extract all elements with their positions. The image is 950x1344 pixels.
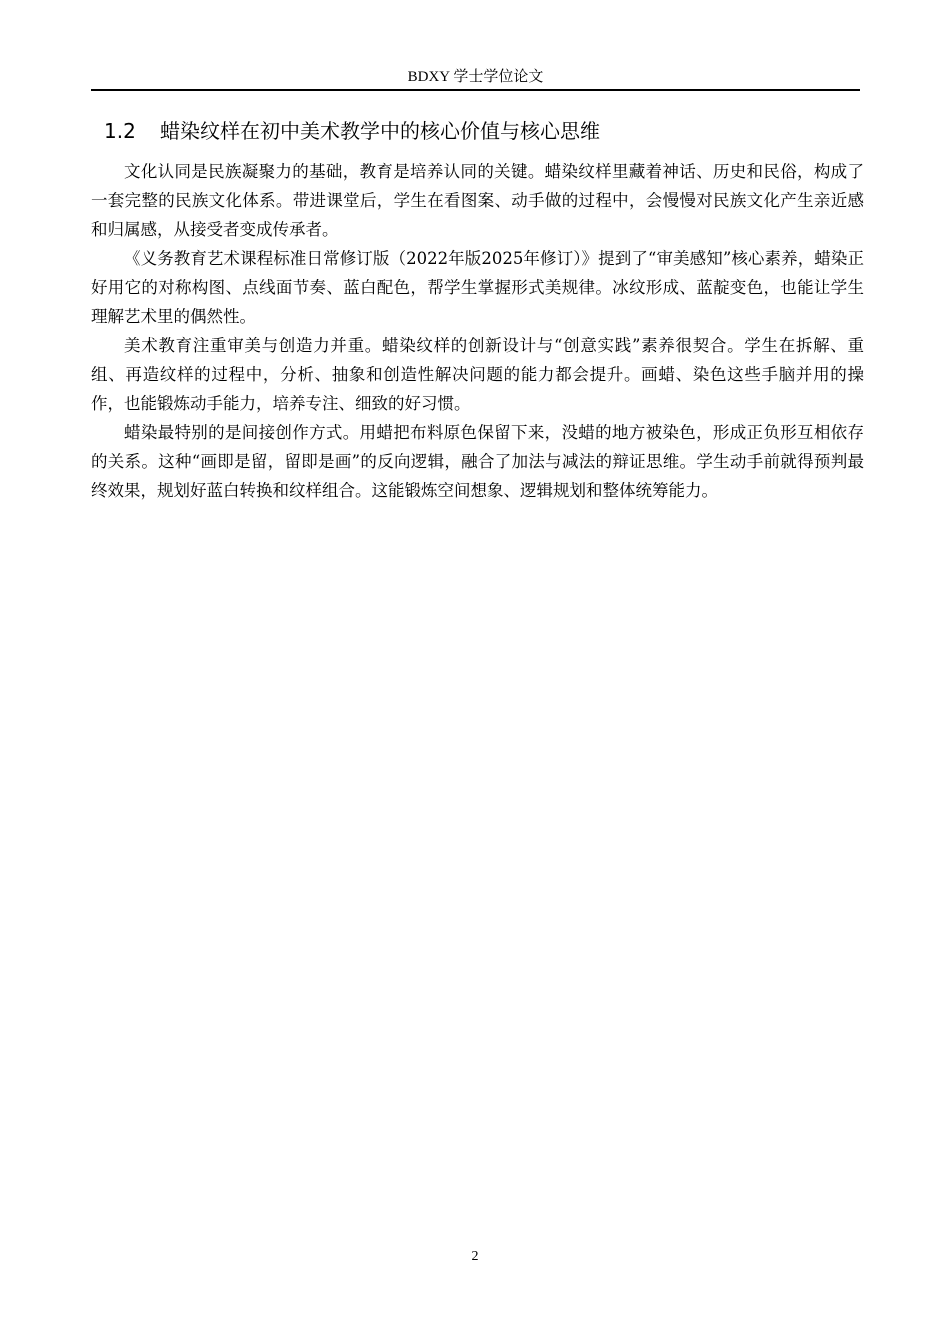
section-heading: [104, 116, 600, 146]
header-rule: [91, 89, 860, 91]
page-number: 2: [471, 1249, 479, 1264]
paragraph-indirect-creation: 蜡染最特别的是间接创作方式。用蜡把布料原色保留下来，没蜡的地方被染色，形成正负形互相依存的关系。这种“画即是留，留即是画”的反向逻辑，融合了加法与减法的辩证思维。学生动手前就得预判最终效果，规划好蓝白转换和纹样组合。这能锻炼空间想象、逻辑规划和整体统筹能力。: [91, 423, 864, 500]
section-title: 蜡染纹样在初中美术教学中的核心价值与核心思维: [160, 119, 600, 143]
paragraph-cultural-identity: 文化认同是民族凝聚力的基础，教育是培养认同的关键。蜡染纹样里藏着神话、历史和民俗，构成了一套完整的民族文化体系。带进课堂后，学生在看图案、动手做的过程中，会慢慢对民族文化产生亲近感和归属感，从接受者变成传承者。: [91, 162, 864, 239]
paragraph-creative-practice: 美术教育注重审美与创造力并重。蜡染纹样的创新设计与“创意实践”素养很契合。学生在拆解、重组、再造纹样的过程中，分析、抽象和创造性解决问题的能力都会提升。画蜡、染色这些手脑并用的操作，也能锻炼动手能力，培养专注、细致的好习惯。: [91, 336, 864, 413]
page-header: BDXY 学士学位论文: [407, 69, 544, 85]
section-number: 1.2: [104, 119, 136, 143]
body-text: [91, 157, 864, 505]
paragraph-aesthetic-perception: 《义务教育艺术课程标准日常修订版（2022年版2025年修订）》提到了“审美感知”核心素养，蜡染正好用它的对称构图、点线面节奏、蓝白配色，帮学生掌握形式美规律。冰纹形成、蓝靛变色，也能让学生理解艺术里的偶然性。: [91, 249, 864, 326]
